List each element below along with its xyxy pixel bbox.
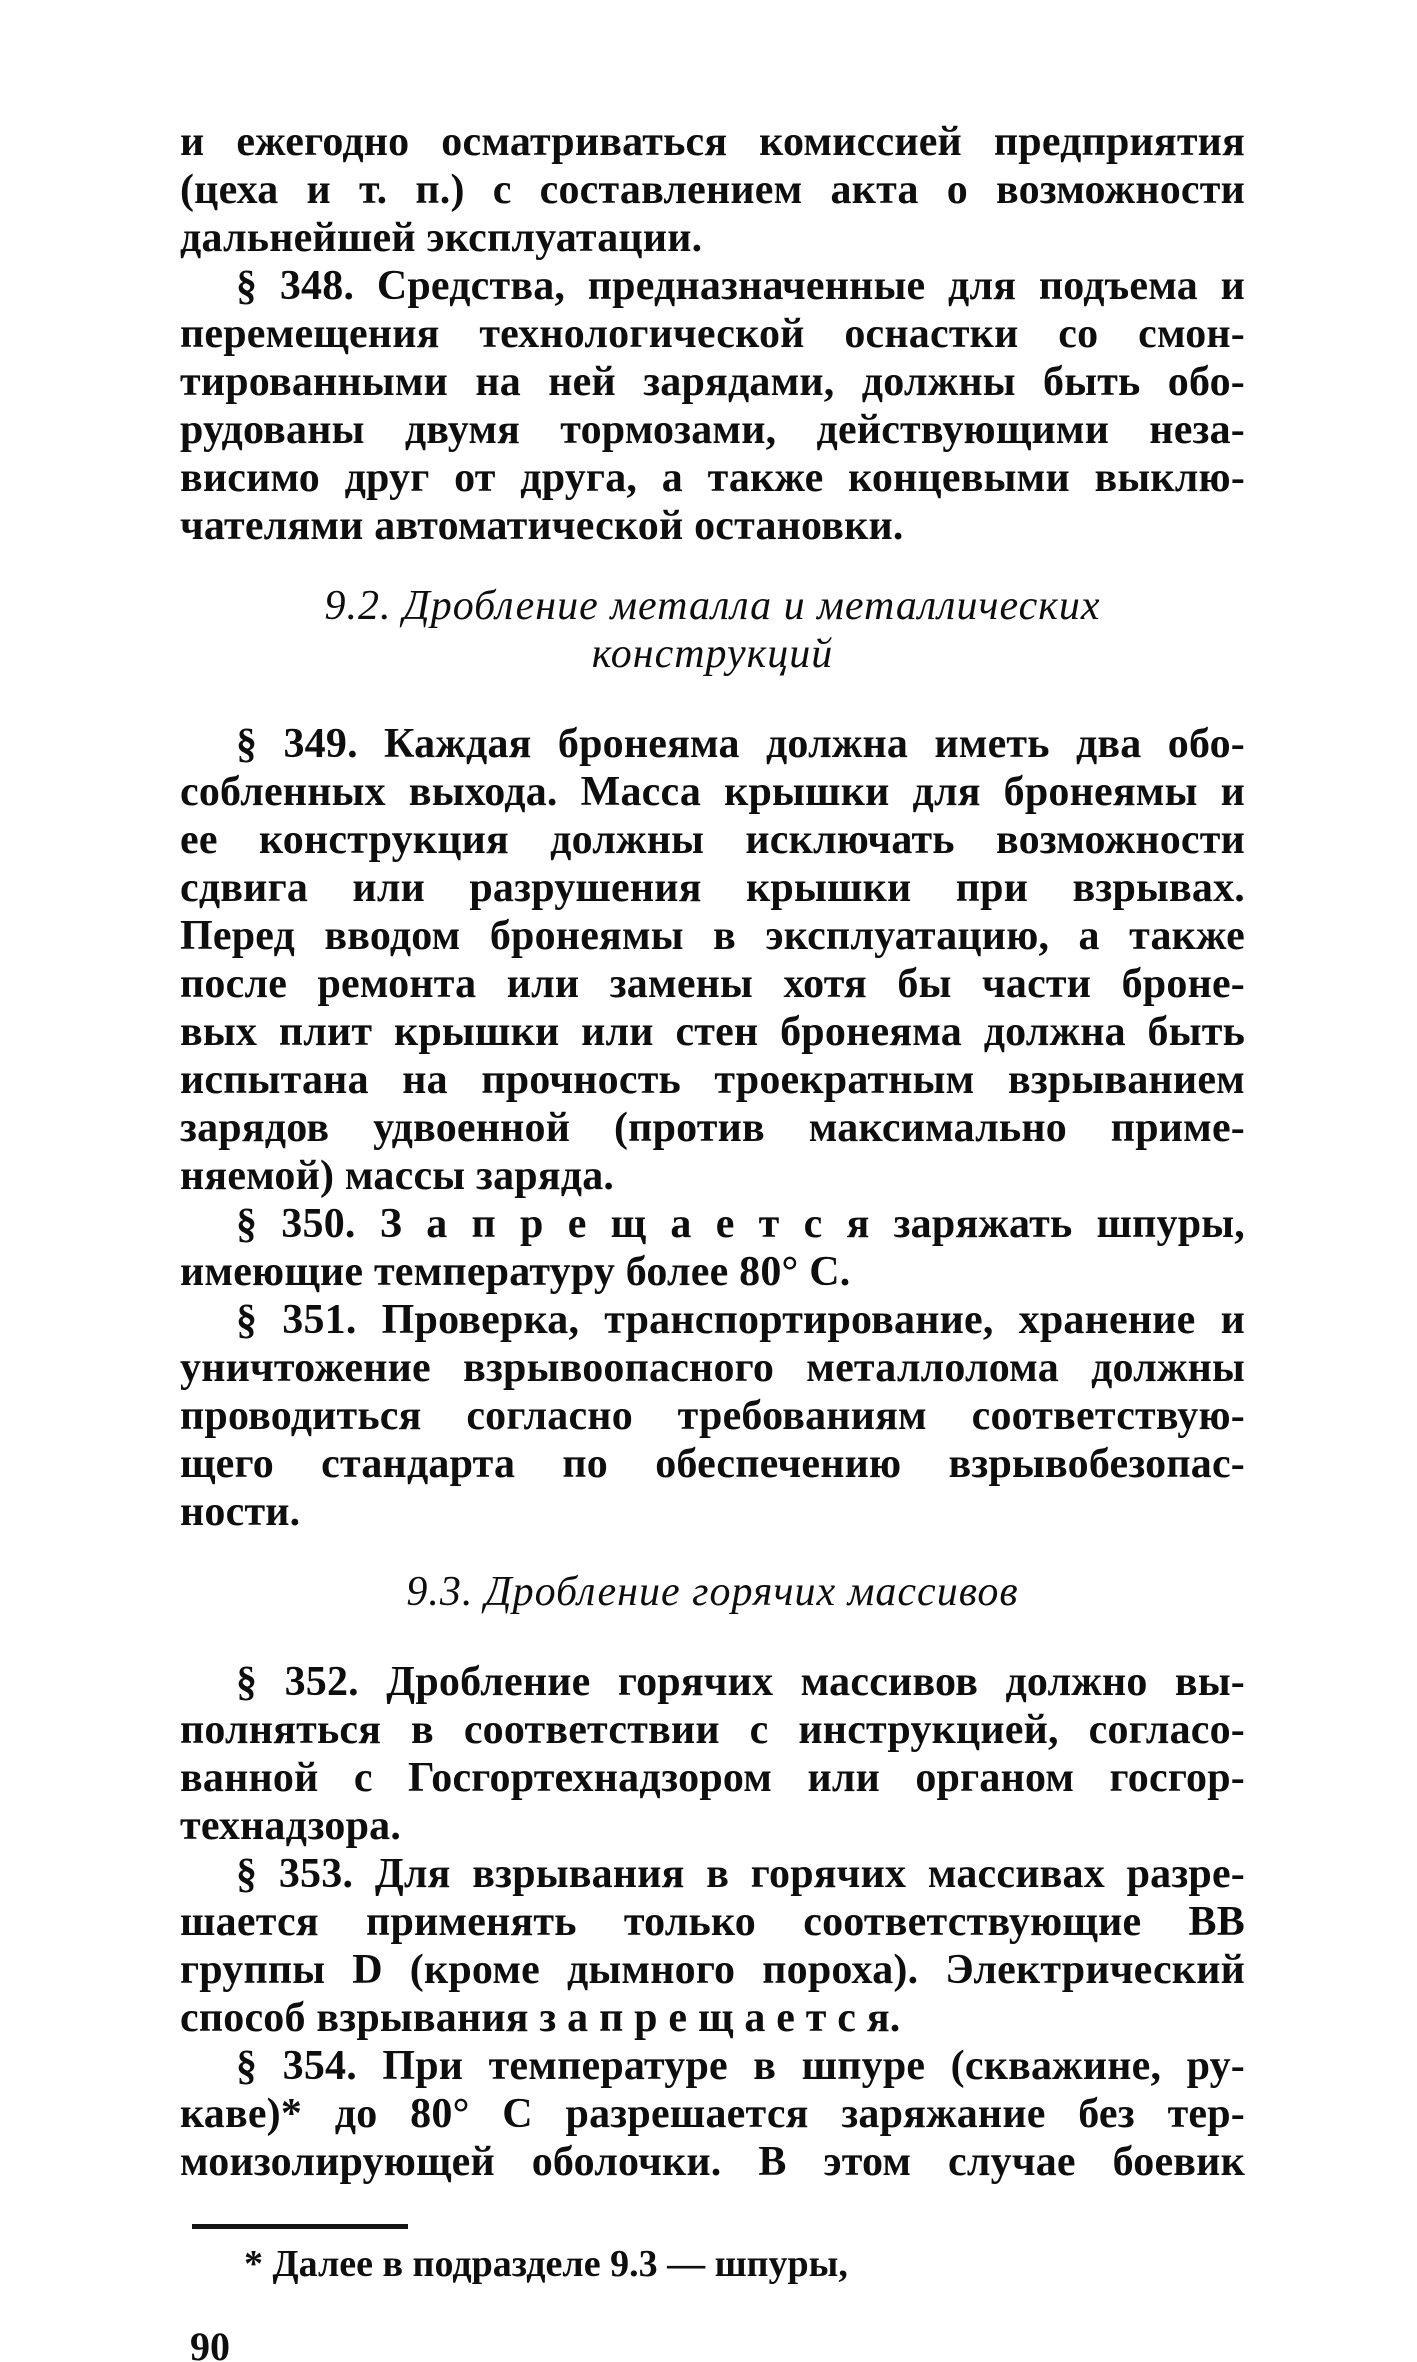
text-line: и ежегодно осматриваться комиссией предприятия	[180, 119, 1245, 165]
text-line: § 351. Проверка, транспортирование, хранение и	[236, 1297, 1245, 1343]
text-line: дальнейшей эксплуатации.	[180, 215, 703, 261]
text-line: (цеха и т. п.) с составлением акта о возможности	[180, 167, 1245, 213]
paragraph	[180, 118, 1245, 262]
paragraph	[180, 1658, 1245, 1850]
paragraph	[180, 1200, 1245, 1296]
text-line: шается применять только соответствующие ВВ	[180, 1899, 1245, 1945]
text-line: ности.	[180, 1489, 301, 1535]
text-line: группы D (кроме дымного пороха). Электрический	[180, 1947, 1245, 1993]
text-line: собленных выхода. Масса крышки для бронеямы и	[180, 769, 1245, 815]
heading-line: 9.2. Дробление металла и металлических	[324, 583, 1101, 629]
text-column	[180, 118, 1245, 2186]
text-line: испытана на прочность троекратным взрыванием	[180, 1057, 1245, 1103]
paragraph	[180, 1850, 1245, 2042]
text-line: вых плит крышки или стен бронеяма должна быть	[180, 1009, 1245, 1055]
text-line: уничтожение взрывоопасного металлолома должны	[180, 1345, 1245, 1391]
text-line: полняться в соответствии с инструкцией, согласо-	[180, 1707, 1245, 1753]
heading-line: 9.3. Дробление горячих массивов	[406, 1569, 1019, 1615]
text-line: § 348. Средства, предназначенные для подъема и	[236, 263, 1245, 309]
text-line: висимо друг от друга, а также концевыми выклю-	[180, 455, 1245, 501]
text-line: технадзора.	[180, 1803, 402, 1849]
text-line: каве)* до 80° С разрешается заряжание без тер-	[180, 2091, 1245, 2137]
footnote-rule	[192, 2224, 408, 2229]
text-line: проводиться согласно требованиям соответствую-	[180, 1393, 1245, 1439]
text-line: § 354. При температуре в шпуре (скважине, ру-	[236, 2043, 1245, 2089]
section-heading	[180, 582, 1245, 678]
paragraph	[180, 720, 1245, 1200]
text-line: перемещения технологической оснастки со смон-	[180, 311, 1245, 357]
text-line: рудованы двумя тормозами, действующими неза-	[180, 407, 1245, 453]
text-line: сдвига или разрушения крышки при взрывах.	[180, 865, 1245, 911]
heading-line: конструкций	[591, 631, 834, 677]
text-line: тированными на ней зарядами, должны быть обо-	[180, 359, 1245, 405]
text-line: моизолирующей оболочки. В этом случае боевик	[180, 2139, 1245, 2185]
text-line: ванной с Госгортехнадзором или органом госгор-	[180, 1755, 1245, 1801]
text-line: зарядов удвоенной (против максимально приме-	[180, 1105, 1245, 1151]
text-line: ее конструкция должны исключать возможности	[180, 817, 1245, 863]
text-line: способ взрывания з а п р е щ а е т с я.	[180, 1995, 901, 2041]
text-line: § 349. Каждая бронеяма должна иметь два обо-	[236, 721, 1245, 767]
text-line: имеющие температуру более 80° С.	[180, 1249, 851, 1295]
text-line: щего стандарта по обеспечению взрывобезопас-	[180, 1441, 1245, 1487]
text-line: после ремонта или замены хотя бы части броне-	[180, 961, 1245, 1007]
text-line: няемой) массы заряда.	[180, 1153, 615, 1199]
text-line: чателями автоматической остановки.	[180, 503, 904, 549]
text-line: § 352. Дробление горячих массивов должно вы-	[236, 1659, 1245, 1705]
page-number: 90	[190, 2324, 230, 2362]
text-line: Перед вводом бронеямы в эксплуатацию, а также	[180, 913, 1245, 959]
section-heading	[180, 1568, 1245, 1616]
footnote: * Далее в подразделе 9.3 — шпуры,	[244, 2243, 848, 2285]
paragraph	[180, 262, 1245, 550]
paragraph	[180, 2042, 1245, 2186]
text-line: § 353. Для взрывания в горячих массивах разре-	[236, 1851, 1245, 1897]
text-line: § 350. З а п р е щ а е т с я заряжать шпуры,	[236, 1201, 1245, 1247]
paragraph	[180, 1296, 1245, 1536]
